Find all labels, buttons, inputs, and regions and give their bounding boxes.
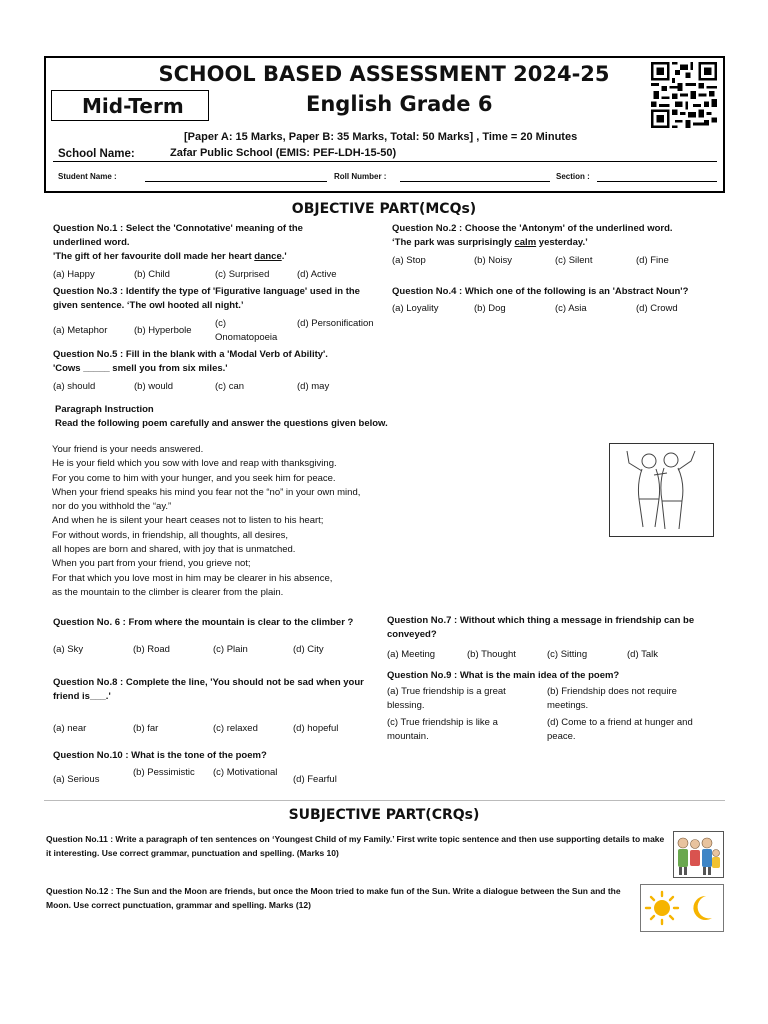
question-3: Question No.3 : Identify the type of 'Figurative language' used in the given sentence. ‘The owl hooted all night.’ xyxy=(53,286,360,311)
q3-option-d[interactable]: (d) Personification xyxy=(297,318,374,329)
paragraph-instruction-title: Paragraph Instruction xyxy=(55,404,154,415)
poem-line: When you part from your friend, you grieve not; xyxy=(52,558,251,570)
divider xyxy=(53,161,717,162)
question-12: Question No.12 : The Sun and the Moon are friends, but once the Moon tried to make fun of the Sun. Write a dialogue between the Sun and the Moon. Use correct punctuation, grammar and spelling. Marks (12) xyxy=(46,886,621,910)
q9-option-d[interactable]: (d) Come to a friend at hunger and peace. xyxy=(547,717,693,742)
q7-option-b[interactable]: (b) Thought xyxy=(467,649,516,660)
question-10: Question No.10 : What is the tone of the poem? xyxy=(53,750,267,761)
subject-title: English Grade 6 xyxy=(306,92,493,116)
page-title: SCHOOL BASED ASSESSMENT 2024-25 xyxy=(158,62,610,86)
question-11: Question No.11 : Write a paragraph of ten sentences on ‘Youngest Child of my Family.’ First write topic sentence and then use supporting details to make it interesting. Use correct grammar, punctuation and spelling. (Marks 10) xyxy=(46,834,665,858)
q6-option-c[interactable]: (c) Plain xyxy=(213,644,248,655)
q8-option-c[interactable]: (c) relaxed xyxy=(213,723,258,734)
school-name-value: Zafar Public School (EMIS: PEF-LDH-15-50) xyxy=(170,147,397,159)
question-2-sentence: ‘The park was surprisingly calm yesterday.’ xyxy=(392,237,588,248)
q9-option-a[interactable]: (a) True friendship is a great blessing. xyxy=(387,686,506,711)
q2-option-b[interactable]: (b) Noisy xyxy=(474,255,513,266)
question-1: Question No.1 : Select the 'Connotative' meaning of the underlined word. xyxy=(53,223,303,248)
q6-option-d[interactable]: (d) City xyxy=(293,644,324,655)
q1-option-a[interactable]: (a) Happy xyxy=(53,269,95,280)
poem-line: Your friend is your needs answered. xyxy=(52,444,204,455)
q4-option-a[interactable]: (a) Loyality xyxy=(392,303,439,314)
q8-option-d[interactable]: (d) hopeful xyxy=(293,723,339,734)
q9-option-b[interactable]: (b) Friendship does not require meetings. xyxy=(547,686,677,711)
q10-option-a[interactable]: (a) Serious xyxy=(53,774,100,785)
poem xyxy=(52,443,360,600)
q5-option-a[interactable]: (a) should xyxy=(53,381,96,392)
question-2: Question No.2 : Choose the 'Antonym' of the underlined word. xyxy=(392,223,673,234)
q1-option-d[interactable]: (d) Active xyxy=(297,269,337,280)
q3-option-b[interactable]: (b) Hyperbole xyxy=(134,325,192,336)
q2-option-c[interactable]: (c) Silent xyxy=(555,255,593,266)
roll-number-field[interactable] xyxy=(400,181,550,182)
q5-option-c[interactable]: (c) can xyxy=(215,381,245,392)
q8-option-a[interactable]: (a) near xyxy=(53,723,87,734)
divider xyxy=(44,800,725,801)
sun-icon xyxy=(646,892,678,924)
student-name-field[interactable] xyxy=(145,181,327,182)
friends-illustration xyxy=(609,443,714,537)
poem-line: When your friend speaks his mind you fear not the “no” in your own mind, xyxy=(52,486,361,498)
objective-heading: OBJECTIVE PART(MCQs) xyxy=(291,201,477,217)
question-7: Question No.7 : Without which thing a message in friendship can be conveyed? xyxy=(387,615,695,640)
poem-line: nor do you withhold the “ay.” xyxy=(52,501,172,513)
sun-moon-icon xyxy=(640,884,724,932)
q10-option-b[interactable]: (b) Pessimistic xyxy=(133,767,195,778)
q2-option-d[interactable]: (d) Fine xyxy=(636,255,669,266)
q6-option-a[interactable]: (a) Sky xyxy=(53,644,84,655)
question-4: Question No.4 : Which one of the following is an 'Abstract Noun'? xyxy=(392,286,689,297)
roll-number-label: Roll Number : xyxy=(334,172,387,181)
paragraph-instruction: Read the following poem carefully and answer the questions given below. xyxy=(55,418,388,429)
family-icon xyxy=(673,831,724,878)
student-name-label: Student Name : xyxy=(58,172,117,181)
q4-option-d[interactable]: (d) Crowd xyxy=(636,303,678,314)
q7-option-d[interactable]: (d) Talk xyxy=(627,649,658,660)
school-name-label: School Name: xyxy=(58,148,135,160)
poem-line: And when he is silent your heart ceases not to listen to his heart; xyxy=(52,515,324,527)
poem-line: all hopes are born and shared, with joy that is unmatched. xyxy=(52,544,296,556)
q7-option-c[interactable]: (c) Sitting xyxy=(547,649,588,660)
q10-option-c[interactable]: (c) Motivational xyxy=(213,767,278,778)
section-field[interactable] xyxy=(597,181,717,182)
q7-option-a[interactable]: (a) Meeting xyxy=(387,649,436,660)
q8-option-b[interactable]: (b) far xyxy=(133,723,159,734)
q10-option-d[interactable]: (d) Fearful xyxy=(293,774,337,785)
poem-line: For you come to him with your hunger, and you seek him for peace. xyxy=(52,472,336,484)
q5-option-b[interactable]: (b) would xyxy=(134,381,174,392)
qr-code-icon xyxy=(650,62,718,128)
q2-option-a[interactable]: (a) Stop xyxy=(392,255,426,266)
q3-option-c[interactable]: (c) Onomatopoeia xyxy=(215,318,278,343)
poem-line: He is your field which you sow with love and reap with thanksgiving. xyxy=(52,458,337,470)
q1-option-b[interactable]: (b) Child xyxy=(134,269,170,280)
q3-option-a[interactable]: (a) Metaphor xyxy=(53,325,108,336)
poem-line: For that which you love most in him may be clearer in his absence, xyxy=(52,572,333,584)
question-5-sentence: 'Cows _____ smell you from six miles.' xyxy=(53,363,228,374)
q5-option-d[interactable]: (d) may xyxy=(297,381,330,392)
question-1-sentence: 'The gift of her favourite doll made her heart dance.' xyxy=(53,251,287,262)
subjective-heading: SUBJECTIVE PART(CRQs) xyxy=(288,807,480,823)
q1-option-c[interactable]: (c) Surprised xyxy=(215,269,270,280)
section-label: Section : xyxy=(556,172,590,181)
question-8: Question No.8 : Complete the line, 'You should not be sad when your friend is___.' xyxy=(53,677,364,702)
q4-option-c[interactable]: (c) Asia xyxy=(555,303,587,314)
question-9: Question No.9 : What is the main idea of the poem? xyxy=(387,670,620,681)
q9-option-c[interactable]: (c) True friendship is like a mountain. xyxy=(387,717,498,742)
question-6: Question No. 6 : From where the mountain is clear to the climber ? xyxy=(53,617,354,628)
q6-option-b[interactable]: (b) Road xyxy=(133,644,170,655)
q4-option-b[interactable]: (b) Dog xyxy=(474,303,506,314)
poem-line: For without words, in friendship, all thoughts, all desires, xyxy=(52,529,289,541)
paper-info: [Paper A: 15 Marks, Paper B: 35 Marks, Total: 50 Marks] , Time = 20 Minutes xyxy=(184,131,578,143)
term-badge: Mid-Term xyxy=(51,90,209,121)
poem-line: as the mountain to the climber is clearer from the plain. xyxy=(52,586,284,598)
question-5: Question No.5 : Fill in the blank with a 'Modal Verb of Ability'. xyxy=(53,349,328,360)
